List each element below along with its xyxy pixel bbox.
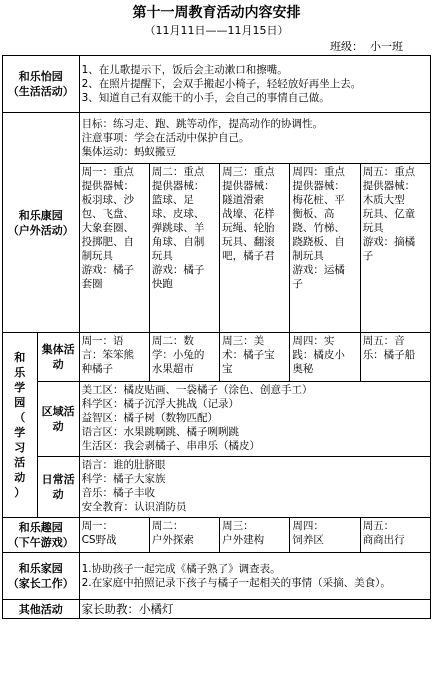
hexue-label-char: 和 <box>14 351 26 364</box>
day-line: 周二：数 <box>151 335 194 347</box>
day-line: 玩绳、轮胎 <box>222 222 275 234</box>
row-hexue-quyu <box>3 382 431 457</box>
day-line: 提供器械： <box>362 180 416 192</box>
row-hejia <box>3 553 431 600</box>
day-line: 周二：重点 <box>151 166 205 178</box>
hequ-day-thu <box>290 518 360 553</box>
day-line: 言：笨笨熊 <box>81 349 135 361</box>
day-line: 快跑 <box>151 278 173 290</box>
hekang-note: 注意事项：学会在活动中保护自己。 <box>81 132 250 144</box>
heyi-content <box>79 56 430 113</box>
day-line: 饲养区 <box>292 534 324 546</box>
hekang-day-fri <box>360 164 430 333</box>
date-range: （11月11日——11月15日） <box>144 24 289 37</box>
day-line: 提供器械： <box>222 180 275 192</box>
richang-item: 语言：谁的肚脐眼 <box>81 459 166 471</box>
hexue-label-char: 活 <box>14 456 26 469</box>
page-title: 第十一周教育活动内容安排 <box>132 5 301 21</box>
hekang-day-wed <box>220 164 290 333</box>
jiti-day-thu <box>290 333 360 382</box>
hejia-label-line: （家长工作） <box>7 577 74 590</box>
quyu-content <box>79 382 430 457</box>
day-line: 玩具 <box>362 222 384 234</box>
day-line: 提供器械： <box>292 180 345 192</box>
day-line: 游戏：橘子 <box>151 264 205 276</box>
heyi-item: 3、知道自己有双能干的小手，会自己的事情自己做。 <box>81 92 330 104</box>
hejia-label <box>3 553 80 600</box>
day-line: 子 <box>362 250 374 262</box>
hekang-day-thu <box>290 164 360 333</box>
day-line: 隧道滑索 <box>222 194 265 206</box>
hekang-day-mon <box>79 164 149 333</box>
day-line: 宝 <box>222 363 233 375</box>
day-line: 周五： <box>362 520 395 532</box>
day-line: 种橘子 <box>81 363 114 375</box>
hexue-label-char: 学 <box>14 426 26 439</box>
heyi-label-line: 和乐怡园 <box>18 70 63 83</box>
day-line: 周三：重点 <box>222 166 275 178</box>
hexue-label-char: 动 <box>14 471 26 484</box>
hekang-goal: 目标：练习走、跑、跳等动作，提高动作的协调性。 <box>81 118 324 130</box>
day-line: 提供器械： <box>81 180 135 192</box>
day-line: 户外探索 <box>151 534 194 546</box>
day-line: 玩具、亿童 <box>362 208 416 220</box>
day-line: 玩具 <box>151 250 173 262</box>
day-line: 角球、自制 <box>151 236 205 248</box>
hejia-item: 2.在家庭中拍照记录下孩子与橘子一起相关的事情（采摘、美食）。 <box>81 577 391 589</box>
day-line: 学：小兔的 <box>151 349 205 361</box>
day-line: 梅花桩、平 <box>292 194 345 206</box>
day-line: 子 <box>292 278 303 290</box>
other-label: 其他活动 <box>3 600 80 619</box>
day-line: 制玩具 <box>292 250 324 262</box>
richang-item: 科学：橘子大家族 <box>81 473 166 485</box>
hexue-label-char: ） <box>14 486 26 499</box>
jiti-day-fri <box>360 333 430 382</box>
day-line: 跷跷板、自 <box>292 236 345 248</box>
hekang-label-line: 和乐康园 <box>18 208 63 222</box>
hequ-day-wed <box>220 518 290 553</box>
day-line: 套圈 <box>81 278 103 290</box>
day-line: 弹跳球、羊 <box>151 222 205 234</box>
hekang-label-line: （户外活动） <box>7 223 74 237</box>
day-line: 包、飞盘、 <box>81 208 135 220</box>
day-line: 游戏：摘橘 <box>362 236 416 248</box>
day-line: 户外建构 <box>222 534 265 546</box>
day-line: 周五：重点 <box>362 166 416 178</box>
hekang-group-exercise: 集体运动：蚂蚁搬豆 <box>81 146 177 158</box>
hequ-day-fri <box>360 518 430 553</box>
hejia-content <box>79 553 430 600</box>
heyi-label <box>3 56 80 113</box>
quyu-item: 益智区：橘子树（数物匹配） <box>81 412 219 424</box>
day-line: 践：橘皮小 <box>292 349 345 361</box>
day-line: 提供器械： <box>151 180 205 192</box>
day-line: 周四：实 <box>292 335 335 347</box>
day-line: 周三： <box>222 520 254 532</box>
heyi-item: 2、在照片提醒下，会双手搬起小椅子，轻轻放好再坐上去。 <box>81 78 362 90</box>
day-line: 周二： <box>151 520 184 532</box>
hequ-day-mon <box>79 518 149 553</box>
day-line: 周五：音 <box>362 335 405 347</box>
day-line: 板羽球、沙 <box>81 194 135 206</box>
day-line: 战壕、花样 <box>222 208 275 220</box>
row-hexue-richang <box>3 457 431 518</box>
day-line: 衡板、高 <box>292 208 335 220</box>
richang-content <box>79 457 430 518</box>
row-other <box>3 600 431 619</box>
other-content: 家长助教：小橘灯 <box>79 600 430 619</box>
hexue-label-char: （ <box>14 411 26 424</box>
day-line: 周三：美 <box>222 335 265 347</box>
day-line: 游戏：运橘 <box>292 264 345 276</box>
quyu-label: 区域活动 <box>37 382 79 457</box>
row-heyi <box>3 56 431 113</box>
day-line: 商商出行 <box>362 534 405 546</box>
class-value: 小一班 <box>370 40 403 53</box>
day-line: 投掷肥、自 <box>81 236 135 248</box>
day-line: 大象套圈、 <box>81 222 135 234</box>
day-line: 游戏：橘子 <box>81 264 135 276</box>
day-line: 乐：橘子船 <box>362 349 416 361</box>
heyi-item: 1、在儿歌提示下，饭后会主动漱口和擦嘴。 <box>81 64 288 76</box>
day-line: 木质大型 <box>362 194 405 206</box>
jiti-day-mon <box>79 333 149 382</box>
quyu-item: 语言区：水果跳啊跳、橘子咧咧跳 <box>81 426 240 438</box>
day-line: 篮球、足 <box>151 194 194 206</box>
class-line <box>0 39 433 55</box>
richang-item: 音乐：橘子丰收 <box>81 487 156 499</box>
row-hexue-jiti <box>3 333 431 382</box>
day-line: 奥秘 <box>292 363 314 375</box>
hekang-intro <box>79 113 430 164</box>
day-line: 周一： <box>81 520 114 532</box>
jiti-day-tue <box>149 333 219 382</box>
day-line: 周四：重点 <box>292 166 345 178</box>
hexue-label <box>3 333 38 518</box>
hekang-label <box>3 113 80 333</box>
quyu-item: 生活区：我会剥橘子、串串乐（橘皮） <box>81 440 261 452</box>
plan-table <box>2 55 431 619</box>
hexue-label-char: 乐 <box>14 366 26 379</box>
hequ-label <box>3 518 80 553</box>
day-line: CS野战 <box>81 534 117 546</box>
hequ-label-line: （下午游戏） <box>7 536 74 549</box>
day-line: 周一：重点 <box>81 166 135 178</box>
jiti-label: 集体活动 <box>37 333 79 382</box>
hexue-label-char: 园 <box>14 396 26 409</box>
row-hekang-intro <box>3 113 431 164</box>
heyi-label-line: （生活活动） <box>7 85 74 98</box>
day-line: 周四： <box>292 520 324 532</box>
day-line: 水果超市 <box>151 363 194 375</box>
hequ-day-tue <box>149 518 219 553</box>
class-label: 班级： <box>330 40 363 53</box>
quyu-item: 美工区：橘皮贴画、一袋橘子（涂色、创意手工） <box>81 384 313 396</box>
day-line: 球、皮球、 <box>151 208 205 220</box>
hequ-label-line: 和乐趣园 <box>18 521 63 534</box>
hexue-label-char: 习 <box>14 441 26 454</box>
hekang-day-tue <box>149 164 219 333</box>
hexue-label-char: 学 <box>14 381 26 394</box>
row-hequ <box>3 518 431 553</box>
hejia-item: 1.协助孩子一起完成《橘子熟了》调查表。 <box>81 563 281 575</box>
day-line: 制玩具 <box>81 250 114 262</box>
day-line: 术：橘子宝 <box>222 349 275 361</box>
day-line: 跷、竹梯、 <box>292 222 345 234</box>
richang-item: 安全教育：认识消防员 <box>81 501 187 513</box>
richang-label: 日常活动 <box>37 457 79 518</box>
day-line: 周一：语 <box>81 335 124 347</box>
quyu-item: 科学区：橘子沉浮大挑战（记录） <box>81 398 240 410</box>
hejia-label-line: 和乐家园 <box>18 562 63 575</box>
jiti-day-wed <box>220 333 290 382</box>
day-line: 玩具、翻滚 <box>222 236 275 248</box>
day-line: 吧，橘子君 <box>222 250 275 262</box>
